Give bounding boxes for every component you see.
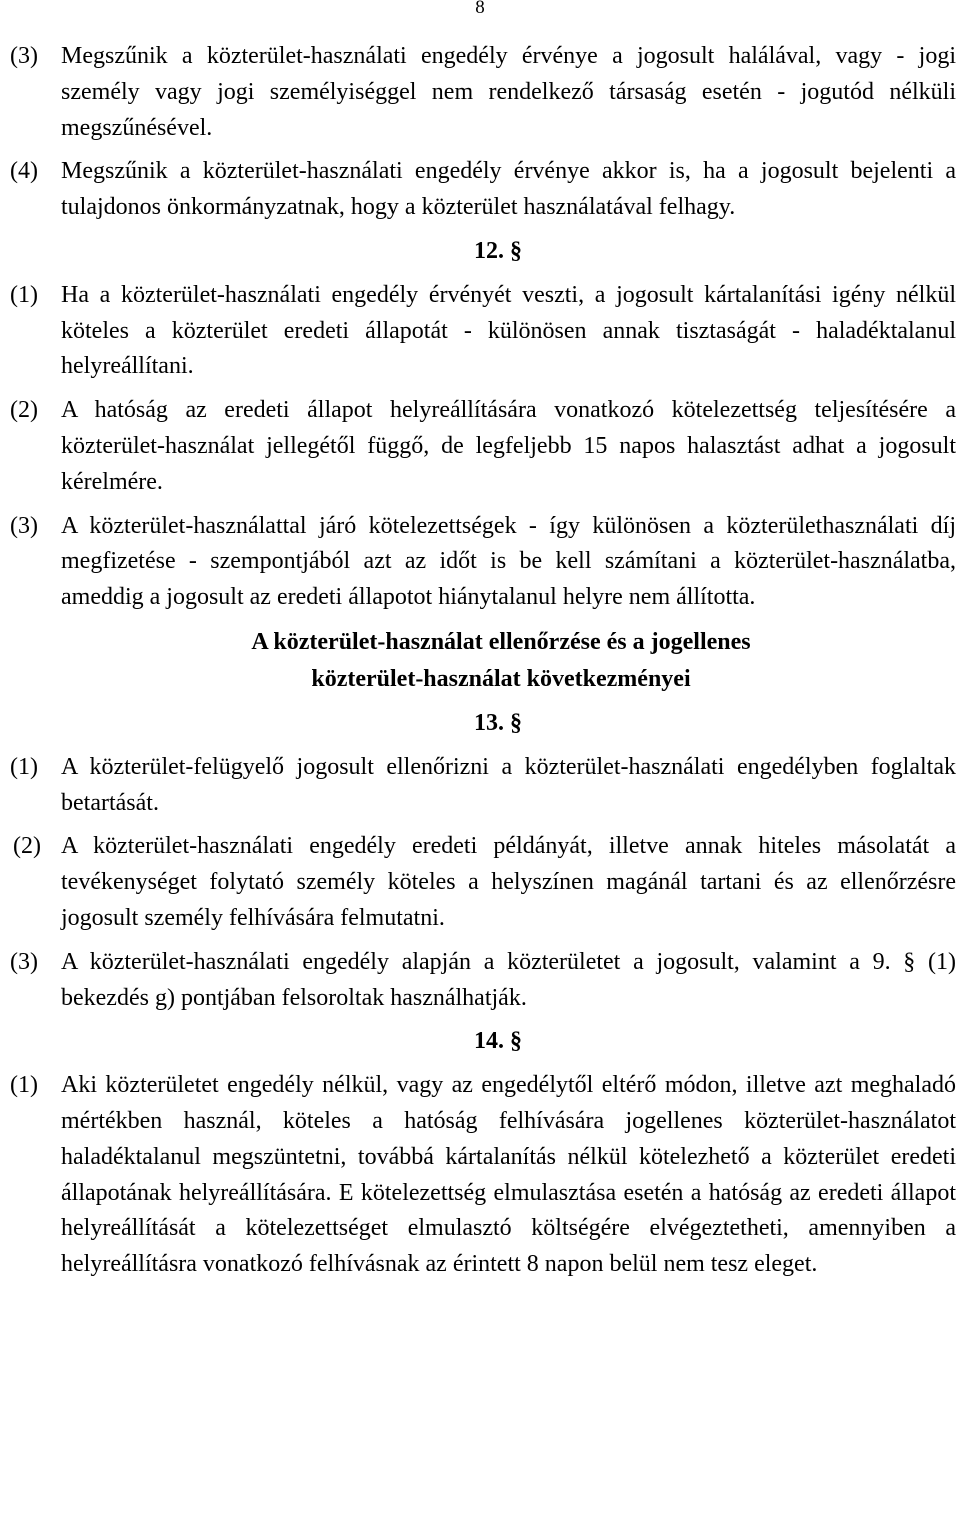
page-number: 8 xyxy=(475,0,485,18)
paragraph-number: (3) xyxy=(10,512,38,539)
paragraph-text: Aki közterületet engedély nélkül, vagy az engedélytől eltérő módon, illetve azt meghaladó mértékben használ, köteles a hatóság felhívására jogellenes közterület-használatot haladéktalanul megszüntetni, továbbá kártalanítás nélkül kötelezhető a közterület eredeti állapotának helyreállítására. E kötelezettség elmulasztása esetén a hatóság az eredeti állapot helyreállítását a kötelezettséget elmulasztó költségére elvégeztetheti, amennyiben a helyreállításra vonatkozó felhívásnak az érintett 8 napon belül nem tesz eleget. xyxy=(61,1072,956,1278)
paragraph-14-1 xyxy=(10,1068,956,1283)
paragraph-text: Megszűnik a közterület-használati engedély érvénye akkor is, ha a jogosult bejelenti a tulajdonos önkormányzatnak, hogy a közterület használatával felhagy. xyxy=(61,158,956,221)
paragraph-text: A hatóság az eredeti állapot helyreállítására vonatkozó kötelezettség teljesítésére a közterület-használat jellegétől függő, de legfeljebb 15 napos halasztást adhat a jogosult kérelmére. xyxy=(61,397,956,495)
paragraph-number: (2) xyxy=(10,397,38,424)
paragraph-number: (4) xyxy=(10,158,38,185)
paragraph-text: A közterület-használati engedély alapján a közterületet a jogosult, valamint a 9. § (1) bekezdés g) pontjában felsoroltak használhatják. xyxy=(61,948,956,1011)
paragraph-text: A közterület-használattal járó kötelezettségek - így különösen a közterülethasználati díj megfizetése - szempontjából azt az időt is be kell számítani a közterület-használatba, ameddig a jogosult az eredeti állapotot hiánytalanul helyre nem állította. xyxy=(61,512,956,611)
paragraph-text: A közterület-használati engedély eredeti példányát, illetve annak hiteles másolatát a tevékenységet folytató személy köteles a helyszínen magánál tartani és az ellenőrzésre jogosult személy felhívására felmutatni. xyxy=(61,833,956,931)
chapter-heading-line-2: közterület-használat következményei xyxy=(311,665,691,692)
paragraph-13-3 xyxy=(10,945,956,1017)
paragraph-12-2 xyxy=(10,393,956,500)
paragraph-11-3 xyxy=(10,39,956,146)
section-14-title: 14. § xyxy=(474,1028,522,1055)
paragraph-number: (1) xyxy=(10,1072,38,1099)
section-13-title: 13. § xyxy=(474,709,522,736)
chapter-heading-line-1: A közterület-használat ellenőrzése és a jogellenes xyxy=(251,628,751,655)
section-12-title: 12. § xyxy=(474,237,522,264)
paragraph-text: Ha a közterület-használati engedély érvényét veszti, a jogosult kártalanítási igény nélkül köteles a közterület eredeti állapotát - különösen annak tisztaságát - haladéktalanul helyreállítani. xyxy=(61,281,956,380)
paragraph-11-4 xyxy=(10,154,956,226)
paragraph-13-2 xyxy=(10,829,956,936)
paragraph-number: (3) xyxy=(10,43,38,69)
paragraph-number: (3) xyxy=(10,948,38,975)
paragraph-12-3 xyxy=(10,509,956,616)
chapter-heading xyxy=(10,624,956,698)
paragraph-12-1 xyxy=(10,278,956,385)
paragraph-13-1 xyxy=(10,750,956,822)
paragraph-number: (1) xyxy=(10,753,38,780)
paragraph-text: Megszűnik a közterület-használati engedély érvénye a jogosult halálával, vagy - jogi személy vagy jogi személyiséggel nem rendelkező társaság esetén - jogutód nélküli megszűnésével. xyxy=(61,43,956,141)
paragraph-number: (1) xyxy=(10,281,38,308)
paragraph-number: (2) xyxy=(13,833,41,860)
paragraph-text: A közterület-felügyelő jogosult ellenőrizni a közterület-használati engedélyben foglaltak betartását. xyxy=(61,753,956,816)
document-body xyxy=(10,39,956,1283)
